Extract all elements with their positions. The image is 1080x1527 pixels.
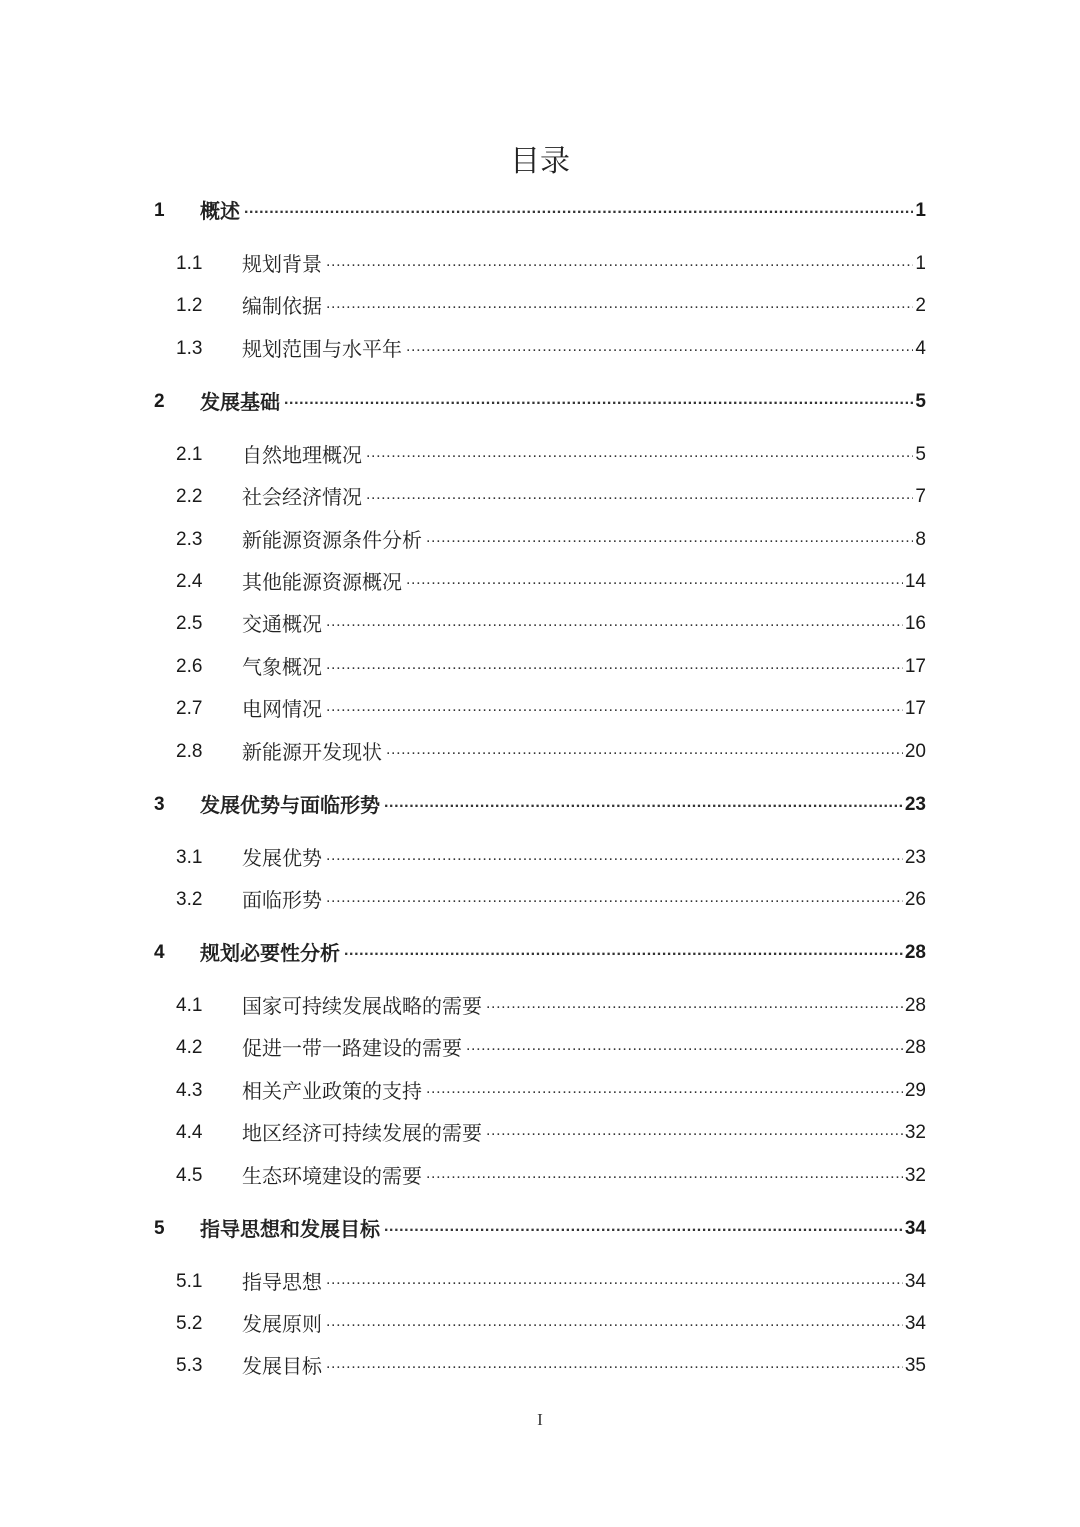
- toc-entry-number: 5.2: [176, 1313, 203, 1334]
- toc-dot-leader: [326, 1353, 903, 1375]
- toc-entry-number: 4.2: [176, 1037, 203, 1059]
- toc-section-entry[interactable]: [152, 287, 926, 319]
- toc-chapter-entry[interactable]: [152, 192, 926, 224]
- toc-entry-label: 编制依据: [242, 294, 322, 319]
- toc-entry-label: 规划范围与水平年: [242, 336, 402, 361]
- toc-section-entry[interactable]: [152, 1029, 926, 1061]
- toc-entry-label: 气象概况: [242, 654, 322, 679]
- toc-entry-number: 1.2: [176, 295, 203, 317]
- toc-dot-leader: [386, 739, 903, 761]
- toc-entry-number: 2.7: [176, 698, 203, 720]
- toc-entry-label: 发展优势与面临形势: [200, 792, 380, 817]
- toc-entry-page-number: 8: [915, 528, 926, 550]
- toc-entry-label: 其他能源资源概况: [242, 570, 402, 594]
- toc-section-entry[interactable]: [152, 478, 926, 510]
- toc-dot-leader: [406, 569, 903, 591]
- toc-entry-page-number: 34: [904, 1313, 926, 1334]
- toc-entry-label: 规划必要性分析: [200, 941, 340, 965]
- toc-entry-number: 1.3: [176, 337, 203, 359]
- toc-dot-leader: [426, 1163, 903, 1185]
- toc-entry-page-number: 28: [904, 995, 926, 1016]
- toc-section-entry[interactable]: [152, 605, 926, 637]
- toc-entry-label: 发展优势: [242, 845, 322, 870]
- toc-chapter-entry[interactable]: [152, 786, 926, 818]
- toc-entry-number: 2.3: [176, 528, 203, 550]
- toc-dot-leader: [326, 293, 913, 315]
- toc-section-entry[interactable]: [152, 1114, 926, 1146]
- toc-entry-label: 自然地理概况: [242, 442, 362, 467]
- toc-entry-page-number: 23: [904, 846, 926, 868]
- toc-entry-number: 3.1: [176, 846, 203, 868]
- toc-entry-page-number: 32: [904, 1164, 926, 1186]
- toc-entry-label: 新能源开发现状: [242, 739, 382, 764]
- toc-title: 目录: [510, 144, 570, 179]
- toc-entry-label: 地区经济可持续发展的需要: [242, 1121, 482, 1146]
- toc-entry-page-number: 28: [904, 942, 926, 963]
- toc-entry-label: 相关产业政策的支持: [242, 1078, 422, 1103]
- toc-dot-leader: [426, 527, 913, 549]
- page-number: I: [537, 1410, 543, 1429]
- toc-section-entry[interactable]: [152, 436, 926, 468]
- toc-entry-label: 社会经济情况: [242, 485, 362, 510]
- toc-dot-leader: [326, 887, 903, 909]
- toc-entry-label: 发展目标: [242, 1354, 322, 1379]
- toc-dot-leader: [366, 484, 913, 506]
- toc-dot-leader: [486, 1120, 903, 1142]
- toc-section-entry[interactable]: [152, 245, 926, 277]
- toc-chapter-entry[interactable]: [152, 934, 926, 966]
- toc-section-entry[interactable]: [152, 690, 926, 722]
- toc-entry-page-number: 34: [904, 1217, 926, 1239]
- toc-dot-leader: [326, 251, 913, 273]
- toc-entry-page-number: 1: [915, 253, 926, 274]
- toc-dot-leader: [244, 198, 913, 220]
- toc-entry-page-number: 14: [904, 571, 926, 592]
- toc-entry-label: 国家可持续发展战略的需要: [242, 994, 482, 1018]
- toc-section-entry[interactable]: [152, 1305, 926, 1337]
- toc-section-entry[interactable]: [152, 1157, 926, 1189]
- toc-entry-label: 电网情况: [242, 697, 322, 722]
- toc-chapter-entry[interactable]: [152, 1210, 926, 1242]
- toc-dot-leader: [466, 1035, 903, 1057]
- toc-section-entry[interactable]: [152, 881, 926, 913]
- toc-entry-page-number: 1: [915, 200, 926, 221]
- toc-section-entry[interactable]: [152, 521, 926, 553]
- toc-section-entry[interactable]: [152, 648, 926, 680]
- toc-entry-page-number: 5: [915, 443, 926, 465]
- toc-section-entry[interactable]: [152, 563, 926, 595]
- toc-dot-leader: [366, 442, 913, 464]
- toc-chapter-entry[interactable]: [152, 383, 926, 415]
- toc-entry-page-number: 23: [904, 793, 926, 815]
- toc-entry-page-number: 20: [904, 740, 926, 762]
- toc-entry-number: 2.2: [176, 486, 203, 508]
- toc-entry-page-number: 2: [915, 295, 926, 317]
- toc-dot-leader: [326, 611, 903, 633]
- toc-entry-number: 2: [154, 390, 165, 412]
- toc-dot-leader: [384, 1216, 903, 1238]
- toc-entry-label: 促进一带一路建设的需要: [242, 1036, 462, 1061]
- toc-dot-leader: [284, 389, 913, 411]
- toc-entry-number: 5: [154, 1217, 165, 1239]
- toc-entry-page-number: 16: [904, 613, 926, 635]
- toc-entry-page-number: 17: [904, 698, 926, 720]
- toc-entry-label: 新能源资源条件分析: [242, 527, 422, 552]
- toc-dot-leader: [326, 654, 903, 676]
- toc-dot-leader: [326, 845, 903, 867]
- toc-entry-page-number: 28: [904, 1037, 926, 1059]
- toc-entry-number: 3: [154, 793, 165, 815]
- toc-entry-number: 4.5: [176, 1164, 203, 1186]
- toc-entry-label: 规划背景: [242, 252, 322, 276]
- toc-section-entry[interactable]: [152, 330, 926, 362]
- toc-dot-leader: [326, 696, 903, 718]
- toc-entry-label: 发展基础: [200, 389, 280, 414]
- toc-dot-leader: [426, 1078, 903, 1100]
- toc-section-entry[interactable]: [152, 1347, 926, 1379]
- toc-entry-number: 3.2: [176, 889, 203, 910]
- toc-dot-leader: [406, 336, 913, 358]
- toc-entry-page-number: 34: [904, 1270, 926, 1292]
- toc-section-entry[interactable]: [152, 1263, 926, 1295]
- toc-entry-label: 面临形势: [242, 888, 322, 912]
- toc-entry-number: 2.1: [176, 443, 203, 465]
- toc-entry-number: 1: [154, 200, 165, 221]
- toc-entry-number: 4.4: [176, 1122, 203, 1144]
- toc-dot-leader: [326, 1311, 903, 1333]
- toc-dot-leader: [486, 993, 903, 1015]
- toc-entry-number: 4: [154, 942, 165, 963]
- toc-section-entry[interactable]: [152, 1072, 926, 1104]
- toc-entry-number: 4.3: [176, 1079, 203, 1101]
- toc-entry-page-number: 4: [915, 337, 926, 359]
- toc-section-entry[interactable]: [152, 987, 926, 1019]
- toc-dot-leader: [344, 940, 903, 962]
- toc-entry-page-number: 26: [904, 889, 926, 910]
- toc-entry-number: 4.1: [176, 995, 203, 1016]
- toc-entry-page-number: 7: [915, 486, 926, 508]
- toc-entry-page-number: 35: [904, 1355, 926, 1377]
- toc-entry-label: 生态环境建设的需要: [242, 1163, 422, 1188]
- toc-entry-page-number: 32: [904, 1122, 926, 1144]
- toc-entry-page-number: 17: [904, 655, 926, 677]
- toc-section-entry[interactable]: [152, 733, 926, 765]
- toc-entry-number: 1.1: [176, 253, 203, 274]
- toc-entry-number: 5.3: [176, 1355, 203, 1377]
- toc-entry-number: 5.1: [176, 1270, 203, 1292]
- toc-section-entry[interactable]: [152, 839, 926, 871]
- toc-entry-label: 概述: [200, 199, 240, 223]
- toc-dot-leader: [384, 792, 903, 814]
- toc-entry-page-number: 5: [915, 390, 926, 412]
- toc-entry-number: 2.4: [176, 571, 203, 592]
- toc-entry-label: 发展原则: [242, 1312, 322, 1336]
- toc-entry-label: 指导思想: [242, 1269, 322, 1294]
- toc-dot-leader: [326, 1269, 903, 1291]
- toc-entry-number: 2.8: [176, 740, 203, 762]
- toc-entry-page-number: 29: [904, 1079, 926, 1101]
- toc-entry-label: 交通概况: [242, 612, 322, 637]
- toc-entry-number: 2.6: [176, 655, 203, 677]
- toc-entry-number: 2.5: [176, 613, 203, 635]
- toc-entry-label: 指导思想和发展目标: [200, 1216, 380, 1241]
